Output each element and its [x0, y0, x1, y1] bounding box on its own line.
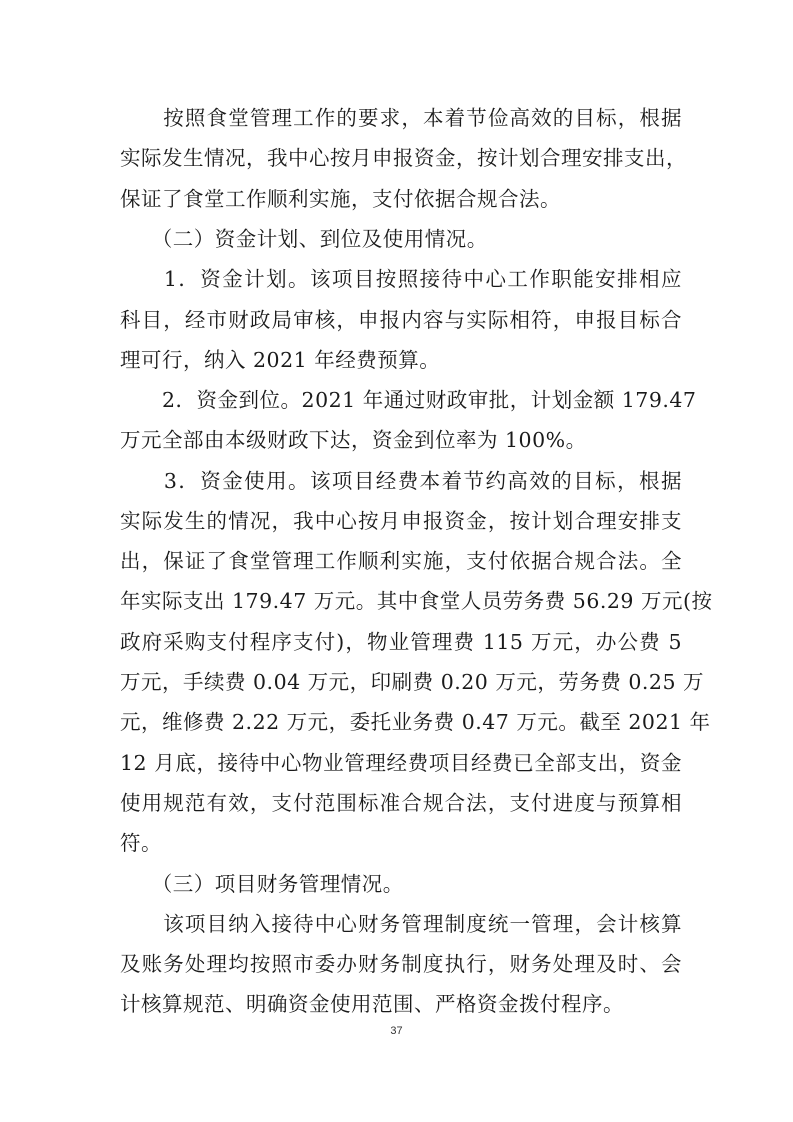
- paragraph-line: 计核算规范、明确资金使用范围、严格资金拨付程序。: [120, 992, 624, 1016]
- paragraph-line: 政府采购支付程序支付)，物业管理费 115 万元，办公费 5: [120, 630, 682, 654]
- paragraph-line: 1．资金计划。该项目按照接待中心工作职能安排相应: [120, 267, 682, 291]
- section-heading: （二）资金计划、到位及使用情况。: [120, 227, 488, 251]
- paragraph-line: 按照食堂管理工作的要求，本着节俭高效的目标，根据: [120, 106, 682, 130]
- paragraph-line: 2．资金到位。2021 年通过财政审批，计划金额 179.47: [120, 388, 697, 412]
- section-heading: （三）项目财务管理情况。: [120, 872, 404, 896]
- paragraph-line: 元，维修费 2.22 万元，委托业务费 0.47 万元。截至 2021 年: [120, 710, 711, 734]
- paragraph-line: 实际发生的情况，我中心按月申报资金，按计划合理安排支: [120, 509, 682, 533]
- paragraph-line: 使用规范有效，支付范围标准合规合法，支付进度与预算相: [120, 791, 682, 815]
- paragraph-line: 理可行，纳入 2021 年经费预算。: [120, 348, 441, 372]
- paragraph-line: 12 月底，接待中心物业管理经费项目经费已全部支出，资金: [120, 751, 682, 775]
- paragraph-line: 科目，经市财政局审核，申报内容与实际相符，申报目标合: [120, 308, 682, 332]
- paragraph-line: 符。: [120, 831, 162, 855]
- paragraph-line: 该项目纳入接待中心财务管理制度统一管理，会计核算: [120, 912, 682, 936]
- paragraph-line: 及账务处理均按照市委办财务制度执行，财务处理及时、会: [120, 952, 682, 976]
- paragraph-line: 实际发生情况，我中心按月申报资金，按计划合理安排支出，: [120, 146, 687, 170]
- paragraph-line: 万元全部由本级财政下达，资金到位率为 100%。: [120, 428, 587, 452]
- paragraph-line: 万元，手续费 0.04 万元，印刷费 0.20 万元，劳务费 0.25 万: [120, 670, 705, 694]
- paragraph-line: 3．资金使用。该项目经费本着节约高效的目标，根据: [120, 469, 682, 493]
- paragraph-line: 保证了食堂工作顺利实施，支付依据合规合法。: [120, 187, 561, 211]
- paragraph-line: 年实际支出 179.47 万元。其中食堂人员劳务费 56.29 万元(按: [120, 589, 713, 613]
- paragraph-line: 出，保证了食堂管理工作顺利实施，支付依据合规合法。全: [120, 549, 682, 573]
- page-number: 37: [390, 1025, 403, 1037]
